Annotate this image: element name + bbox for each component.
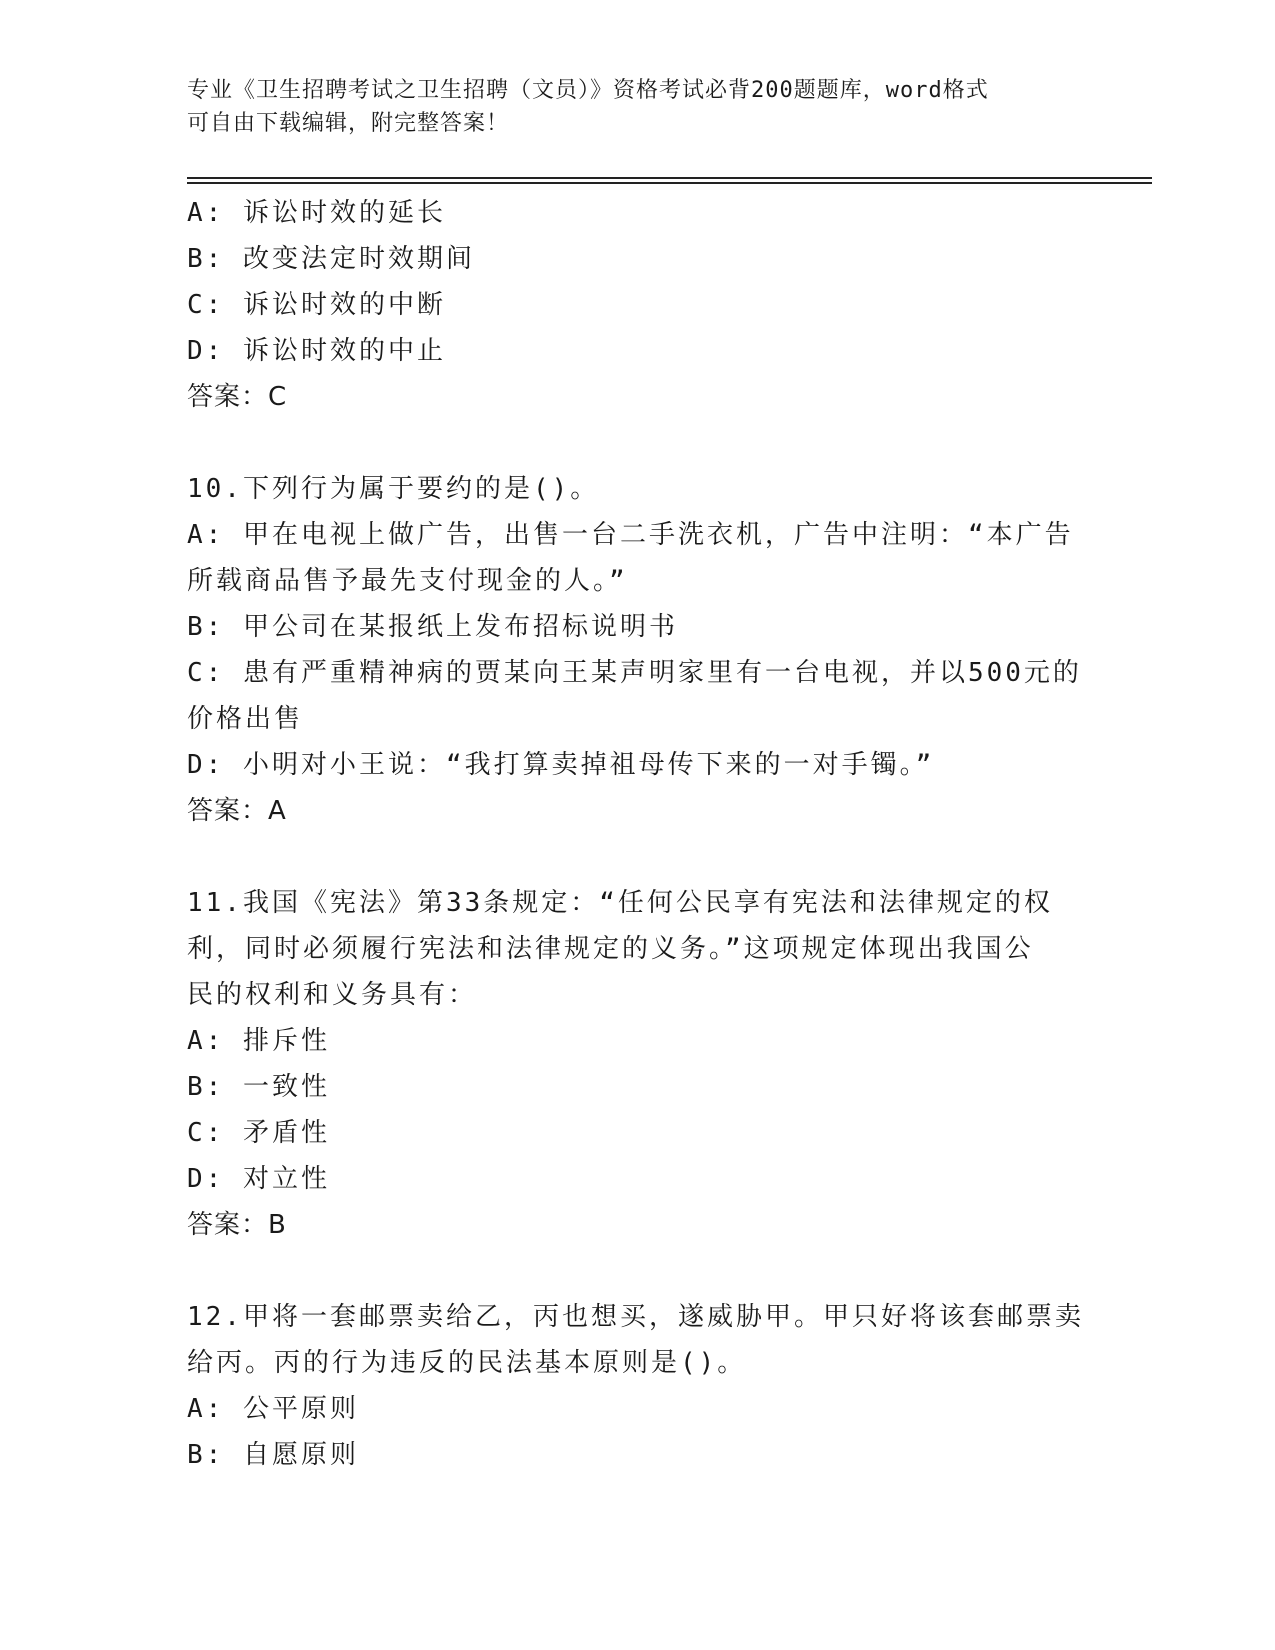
question-stem-line-2: 利，同时必须履行宪法和法律规定的义务。”这项规定体现出我国公 [187,934,1034,964]
question-stem-line-2: 给丙。丙的行为违反的民法基本原则是()。 [187,1348,747,1378]
question-stem-line-1: 12.甲将一套邮票卖给乙，丙也想买，遂威胁甲。甲只好将该套邮票卖 [187,1302,1084,1332]
option-a: A: 公平原则 [187,1394,359,1424]
spacer [187,1248,1077,1294]
spacer [187,420,1077,466]
option-c-continued: 价格出售 [187,704,304,734]
answer-line: 答案：C [187,382,288,412]
question-stem-line-1: 11.我国《宪法》第33条规定：“任何公民享有宪法和法律规定的权 [187,888,1053,918]
header-divider-top [187,177,1152,179]
question-9 [187,190,1077,420]
option-d: D: 诉讼时效的中止 [187,336,446,366]
spacer [187,834,1077,880]
option-c: C: 患有严重精神病的贾某向王某声明家里有一台电视，并以500元的 [187,658,1082,688]
answer-line: 答案：B [187,1210,287,1240]
question-stem: 10.下列行为属于要约的是()。 [187,474,600,504]
question-10 [187,466,1082,834]
option-b: B: 自愿原则 [187,1440,359,1470]
option-d: D: 对立性 [187,1164,330,1194]
question-list [187,190,1084,1478]
header-title-line-2: 可自由下载编辑，附完整答案！ [187,111,510,136]
option-c: C: 矛盾性 [187,1118,330,1148]
document-header [187,74,1067,140]
header-divider-bottom [187,182,1152,184]
question-11 [187,880,1077,1248]
question-12 [187,1294,1084,1478]
option-b: B: 一致性 [187,1072,330,1102]
option-a-continued: 所载商品售予最先支付现金的人。” [187,566,628,596]
option-a: A: 甲在电视上做广告，出售一台二手洗衣机，广告中注明：“本广告 [187,520,1074,550]
answer-line: 答案：A [187,796,287,826]
option-a: A: 排斥性 [187,1026,330,1056]
option-a: A: 诉讼时效的延长 [187,198,446,228]
question-stem-line-3: 民的权利和义务具有： [187,980,478,1010]
option-c: C: 诉讼时效的中断 [187,290,446,320]
option-b: B: 改变法定时效期间 [187,244,475,274]
option-b: B: 甲公司在某报纸上发布招标说明书 [187,612,678,642]
header-title-line-1: 专业《卫生招聘考试之卫生招聘（文员）》资格考试必背200题题库，word格式 [187,78,989,103]
option-d: D: 小明对小王说：“我打算卖掉祖母传下来的一对手镯。” [187,750,935,780]
